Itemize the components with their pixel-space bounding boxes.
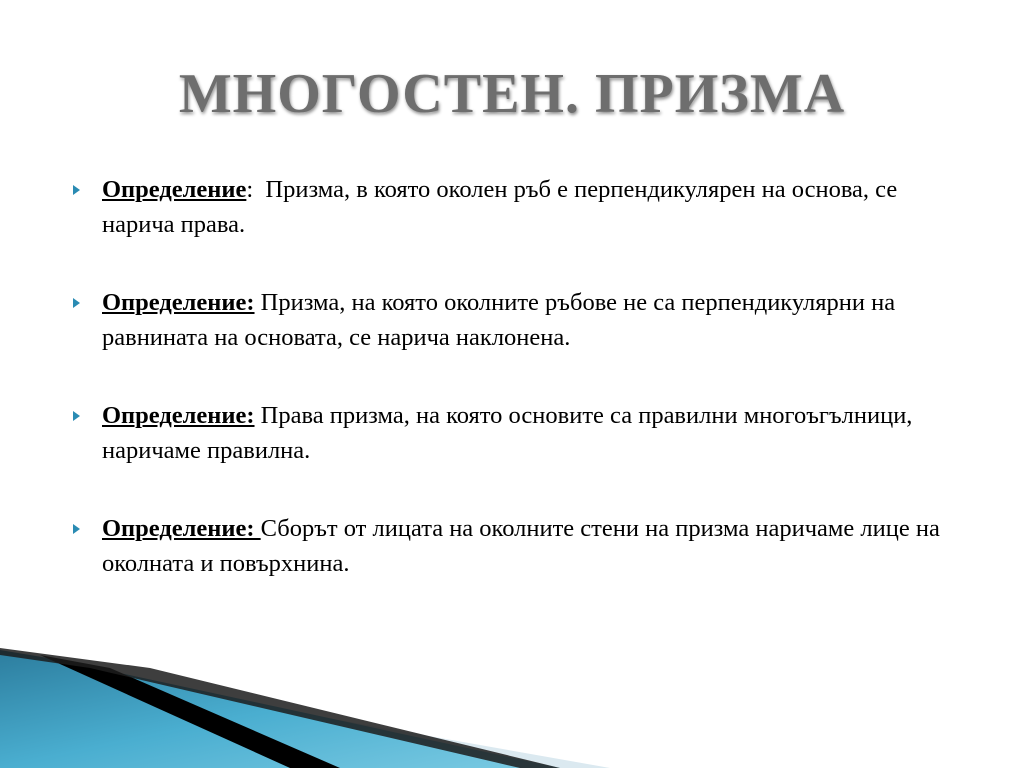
definition-separator: : [246, 176, 254, 203]
definition-term: Определение [102, 176, 247, 203]
bullet-arrow-icon [73, 524, 80, 534]
list-item [70, 398, 950, 468]
definition-text: Призма, в която околен ръб е перпендикулярен на основа, се нарича права. [102, 176, 904, 238]
definition-term: Определение: [102, 402, 255, 429]
page-title: МНОГОСТЕН. ПРИЗМА [178, 63, 846, 125]
bullet-arrow-icon [73, 185, 80, 195]
definition-term: Определение: [102, 515, 261, 542]
definition-text: Сборът от лицата на околните стени на призма наричаме лице на околната и повърхнина. [102, 515, 940, 577]
bullet-arrow-icon [73, 411, 80, 421]
list-item [70, 285, 950, 355]
definition-text: Призма, на която околните ръбове не са перпендикулярни на равнината на основата, се нарича наклонена. [102, 289, 902, 351]
definition-list [70, 172, 950, 581]
list-item [70, 511, 950, 581]
bullet-arrow-icon [73, 298, 80, 308]
definition-term: Определение: [102, 289, 255, 316]
definition-text: Права призма, на която основите са правилни многоъгълници, наричаме правилна. [102, 402, 919, 464]
list-item [70, 172, 950, 242]
